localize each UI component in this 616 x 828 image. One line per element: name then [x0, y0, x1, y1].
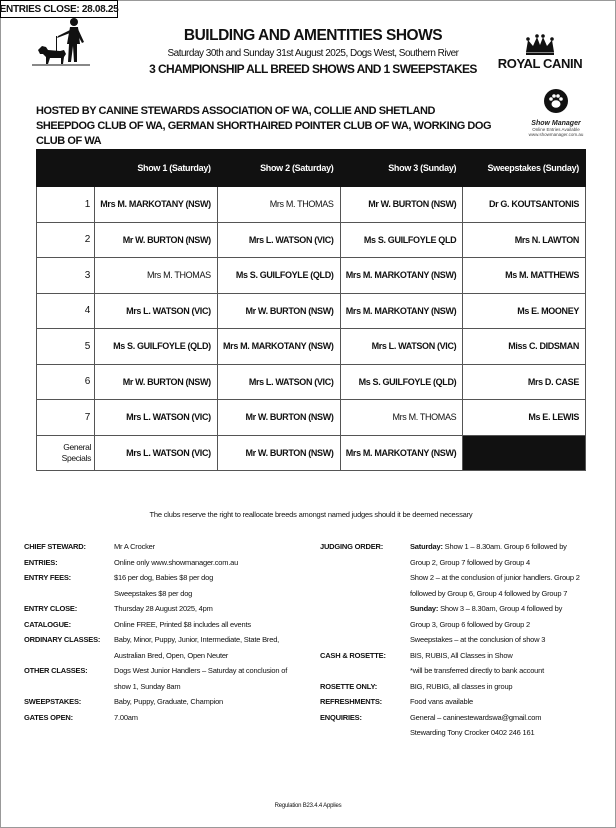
- header-show-2: Show 2 (Saturday): [217, 150, 340, 187]
- info-row-gates-open: [24, 710, 306, 726]
- judge-cell: Mr W. BURTON (NSW): [217, 293, 340, 329]
- header-blank: [37, 150, 95, 187]
- show-manager-tagline: Online Entries Available: [532, 127, 580, 132]
- regulation-note: Regulation B23.4.4 Applies: [274, 803, 342, 809]
- judge-cell: Mrs N. LAWTON: [463, 222, 586, 258]
- royal-canin-logo: [490, 32, 590, 74]
- enquiries-email[interactable]: General – caninestewardswa@gmail.com: [410, 712, 542, 722]
- specials-label: [37, 435, 95, 471]
- judge-cell: Dr G. KOUTSANTONIS: [463, 187, 586, 223]
- info-value: 7.00am: [114, 712, 138, 722]
- judge-cell: Ms E. LEWIS: [463, 400, 586, 436]
- table-row: [37, 258, 586, 294]
- table-row: [37, 187, 586, 223]
- judge-cell: Mrs M. MARKOTANY (NSW): [340, 258, 463, 294]
- hosted-by: HOSTED BY CANINE STEWARDS ASSOCIATION OF WA, COLLIE AND SHETLAND SHEEPDOG CLUB OF WA, GERMAN SHORTHAIRED POINTER CLUB OF WA, WORKING DOG CLUB OF WA: [36, 105, 492, 147]
- info-row-entries: [24, 555, 306, 571]
- group-number: 2: [37, 222, 95, 258]
- dog-handler-logo-icon: [30, 16, 92, 76]
- header-show-3: Show 3 (Sunday): [340, 150, 463, 187]
- group-number: 1: [37, 187, 95, 223]
- crown-icon: [490, 32, 590, 56]
- info-value: $16 per dog, Babies $8 per dog Sweepstakes $8 per dog: [114, 573, 214, 598]
- judge-cell: Mr W. BURTON (NSW): [217, 400, 340, 436]
- info-label: ROSETTE ONLY:: [320, 681, 377, 691]
- info-row-other-classes: [24, 663, 306, 694]
- info-row-entry-fees: [24, 570, 306, 601]
- table-row: [37, 400, 586, 436]
- info-label: JUDGING ORDER:: [320, 542, 384, 551]
- entries-close-banner: ENTRIES CLOSE: 28.08.25: [0, 0, 118, 18]
- info-value: BIG, RUBIG, all classes in group: [410, 681, 513, 691]
- judge-cell: Mrs L. WATSON (VIC): [217, 364, 340, 400]
- sponsor-name: ROYAL CANIN: [497, 56, 583, 71]
- info-value: Baby, Minor, Puppy, Junior, Intermediate, State Bred, Australian Bred, Open, Open Neuter: [114, 635, 280, 660]
- info-label: ENTRY CLOSE:: [24, 604, 78, 613]
- show-manager-name: Show Manager: [531, 120, 581, 127]
- info-row-judging-order: [320, 539, 600, 648]
- info-row-enquiries: [320, 710, 600, 741]
- paw-icon: [543, 88, 569, 114]
- group-number: 5: [37, 329, 95, 365]
- info-row-ordinary-classes: [24, 632, 306, 663]
- judge-cell: Mrs D. CASE: [463, 364, 586, 400]
- info-value: Online FREE, Printed $8 includes all events: [114, 619, 251, 629]
- judge-cell: Mrs L. WATSON (VIC): [95, 293, 218, 329]
- table-row-specials: [37, 435, 586, 471]
- info-label: REFRESHMENTS:: [320, 697, 382, 706]
- judge-cell: Ms E. MOONEY: [463, 293, 586, 329]
- info-value: General – caninestewardswa@gmail.com Stewarding Tony Crocker 0402 246 161: [410, 712, 542, 737]
- group-number: 4: [37, 293, 95, 329]
- table-row: [37, 329, 586, 365]
- show-title: BUILDING AND AMENTITIES SHOWS: [183, 27, 443, 44]
- judge-cell: Mr W. BURTON (NSW): [95, 364, 218, 400]
- info-value: Saturday: Show 1 – 8.30am. Group 6 followed by Group 2, Group 7 followed by Group 4 Show 2 – at the conclusion of junior handlers. Group 2 followed by Group 6, Group 4 followed by Group 7 Sunday: Show 3 – 8.30am, Group 4 followed by Group 3, Group 6 followed by Group 2 Sweepstakes – at the conclusion of show 3: [410, 542, 580, 644]
- info-label: OTHER CLASSES:: [24, 666, 88, 675]
- judge-cell: Mrs M. MARKOTANY (NSW): [340, 293, 463, 329]
- judge-cell: Ms S. GUILFOYLE (QLD): [95, 329, 218, 365]
- info-label: ORDINARY CLASSES:: [24, 635, 101, 644]
- info-label: CASH & ROSETTE:: [320, 650, 386, 660]
- table-row: [37, 293, 586, 329]
- info-label: ENQUIRIES:: [320, 712, 362, 722]
- info-row-rosette-only: [320, 679, 600, 695]
- info-value: Dogs West Junior Handlers – Saturday at conclusion of show 1, Sunday 8am: [114, 666, 288, 691]
- judge-cell: Mrs L. WATSON (VIC): [217, 222, 340, 258]
- info-value: Online only www.showmanager.com.au: [114, 557, 239, 567]
- group-number: 6: [37, 364, 95, 400]
- group-number: 7: [37, 400, 95, 436]
- info-label: GATES OPEN:: [24, 712, 73, 722]
- info-row-entry-close: [24, 601, 306, 617]
- header: [120, 27, 506, 76]
- info-row-cash-rosette: [320, 648, 600, 679]
- info-row-refreshments: [320, 694, 600, 710]
- judge-cell: Ms S. GUILFOYLE QLD: [340, 222, 463, 258]
- table-row: [37, 364, 586, 400]
- group-number: 3: [37, 258, 95, 294]
- header-show-1: Show 1 (Saturday): [95, 150, 218, 187]
- info-label: ENTRY FEES:: [24, 573, 71, 582]
- info-value: Mr A Crocker: [114, 542, 155, 551]
- judge-cell: Mrs M. THOMAS: [95, 258, 218, 294]
- info-label: SWEEPSTAKES:: [24, 697, 82, 706]
- judge-cell: Mr W. BURTON (NSW): [217, 435, 340, 471]
- show-manager-logo: [524, 88, 588, 136]
- show-subtitle: Saturday 30th and Sunday 31st August 2025, Dogs West, Southern River: [167, 48, 459, 59]
- info-row-catalogue: [24, 617, 306, 633]
- judge-cell: Mrs M. THOMAS: [217, 187, 340, 223]
- judge-cell: Mrs L. WATSON (VIC): [95, 435, 218, 471]
- info-row-sweepstakes: [24, 694, 306, 710]
- left-info-list: [24, 539, 306, 725]
- table-row: [37, 222, 586, 258]
- info-row-chief-steward: [24, 539, 306, 555]
- blank-cell: [463, 435, 586, 471]
- judge-cell: Ms M. MATTHEWS: [463, 258, 586, 294]
- judges-table: [36, 149, 586, 471]
- show-subtitle-2: 3 CHAMPIONSHIP ALL BREED SHOWS AND 1 SWEEPSTAKES: [149, 62, 477, 76]
- judge-cell: Mrs M. MARKOTANY (NSW): [340, 435, 463, 471]
- info-value: BIS, RUBIS, All Classes in Show *will be transferred directly to bank account: [410, 650, 544, 675]
- judge-cell: Mrs M. MARKOTANY (NSW): [95, 187, 218, 223]
- judge-cell: Miss C. DIDSMAN: [463, 329, 586, 365]
- judge-cell: Mr W. BURTON (NSW): [340, 187, 463, 223]
- info-label: ENTRIES:: [24, 557, 58, 567]
- specials-label-line2: Specials: [61, 452, 91, 463]
- judge-cell: Mrs M. THOMAS: [340, 400, 463, 436]
- show-manager-url: www.showmanager.com.au: [528, 132, 584, 137]
- info-value: Baby, Puppy, Graduate, Champion: [114, 697, 224, 706]
- info-value: Thursday 28 August 2025, 4pm: [114, 604, 213, 613]
- specials-label-line1: General: [63, 441, 91, 452]
- judge-cell: Mr W. BURTON (NSW): [95, 222, 218, 258]
- info-label: CATALOGUE:: [24, 619, 71, 629]
- judge-cell: Mrs M. MARKOTANY (NSW): [217, 329, 340, 365]
- reserve-note: The clubs reserve the right to reallocate breeds amongst named judges should it be deemed necessary: [149, 510, 473, 519]
- header-sweepstakes: Sweepstakes (Sunday): [463, 150, 586, 187]
- judge-cell: Ms S. GUILFOYLE (QLD): [340, 364, 463, 400]
- table-header-row: [37, 150, 586, 187]
- judge-cell: Mrs L. WATSON (VIC): [95, 400, 218, 436]
- judge-cell: Mrs L. WATSON (VIC): [340, 329, 463, 365]
- info-label: CHIEF STEWARD:: [24, 542, 86, 551]
- right-info-list: [320, 539, 600, 741]
- info-value: Food vans available: [410, 697, 473, 706]
- judge-cell: Ms S. GUILFOYLE (QLD): [217, 258, 340, 294]
